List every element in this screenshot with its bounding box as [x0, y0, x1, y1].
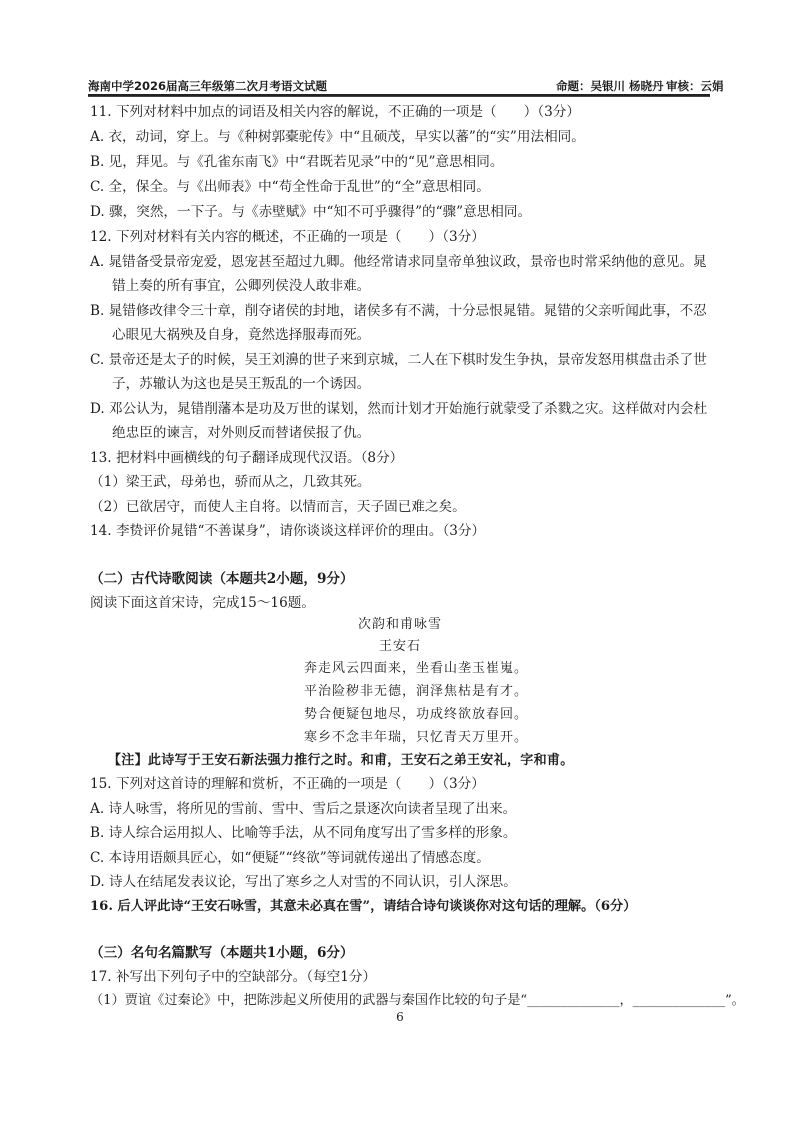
q14-stem: 14. 李贽评价晁错“不善谋身”，请你谈谈这样评价的理由。（3分） [90, 523, 486, 539]
q13-sentence-2: （2）已欲居守，而使人主自将。以情而言，天子固已难之矣。 [90, 499, 466, 515]
q12-option-a-line2: 错上奏的所有事宜，公卿列侯没人敢非难。 [112, 278, 371, 294]
poem-line-1: 奔走风云四面来，坐看山垄玉崔嵬。 [304, 661, 529, 676]
q11-option-b: B. 见，拜见。与《孔雀东南飞》中“君既若见录”中的“见”意思相同。 [90, 154, 504, 170]
reviewer: 审核：云娟 [666, 79, 724, 93]
poem-line-2: 平治险秽非无德，润泽焦枯是有才。 [304, 684, 529, 699]
q15-stem: 15. 下列对这首诗的理解和赏析，不正确的一项是（ ）（3分） [90, 776, 485, 792]
poem-line-3: 势合便疑包地尽，功成终欲放春回。 [304, 707, 529, 722]
q11-option-c: C. 全，保全。与《出师表》中“苟全性命于乱世”的“全”意思相同。 [90, 179, 490, 195]
page-header [88, 78, 724, 96]
section2-title: （二）古代诗歌阅读（本题共2小题，9分） [90, 571, 354, 587]
q17-stem: 17. 补写出下列句子中的空缺部分。（每空1分） [90, 969, 377, 985]
q12-option-a-line1: A. 晁错备受景帝宠爱，恩宠甚至超过九卿。他经常请求同皇帝单独议政，景帝也时常采纳他的意见。晁 [90, 254, 707, 270]
q15-option-d: D. 诗人在结尾发表议论，写出了寒乡之人对雪的不同认识，引人深思。 [90, 874, 517, 890]
q15-option-c: C. 本诗用语颇具匠心，如“便疑”“终欲”等词就传递出了情感态度。 [90, 850, 490, 866]
section3-title: （三）名句名篇默写（本题共1小题，6分） [90, 945, 354, 961]
q17-sentence-1: （1）贾谊《过秦论》中，把陈涉起义所使用的武器与秦国作比较的句子是“______________，______________”。 [90, 993, 745, 1008]
q13-sentence-1: （1）梁王武，母弟也，骄而从之，几致其死。 [90, 474, 371, 490]
q15-option-a: A. 诗人咏雪，将所见的雪前、雪中、雪后之景逐次向读者呈现了出来。 [90, 801, 517, 817]
q12-option-c-line2: 子，苏辙认为这也是吴王叛乱的一个诱因。 [112, 376, 371, 392]
q11-option-a: A. 衣，动词，穿上。与《种树郭橐驼传》中“且硕茂，早实以蕃”的“实”用法相同。 [90, 129, 585, 145]
q11-option-d: D. 骤，突然，一下子。与《赤壁赋》中“知不可乎骤得”的“骤”意思相同。 [90, 204, 532, 220]
authors: 命题：吴银川 杨晓丹 [556, 79, 664, 93]
poem-note: 【注】此诗写于王安石新法强力推行之时。和甫，王安石之弟王安礼，字和甫。 [108, 753, 574, 768]
poem-author: 王安石 [378, 639, 421, 654]
header-rule [88, 96, 710, 97]
poem-line-4: 寒乡不念丰年瑞，只忆青天万里开。 [304, 730, 529, 745]
q16-stem: 16. 后人评此诗“王安石咏雪，其意未必真在雪”，请结合诗句谈谈你对这句话的理解。（6分） [90, 899, 637, 914]
q12-option-b-line2: 心眼见大祸殃及自身，竟然选择服毒而死。 [112, 327, 371, 343]
q12-option-c-line1: C. 景帝还是太子的时候，吴王刘濞的世子来到京城，二人在下棋时发生争执，景帝发怒用棋盘击杀了世 [90, 352, 707, 368]
q13-stem: 13. 把材料中画横线的句子翻译成现代汉语。（8分） [90, 450, 404, 466]
q12-option-b-line1: B. 晁错修改律令三十章，削夺诸侯的封地，诸侯多有不满，十分忌恨晁错。晁错的父亲听闻此事，不忍 [90, 303, 707, 319]
page-number: 6 [396, 1010, 404, 1024]
poem-title: 次韵和甫咏雪 [357, 617, 442, 632]
section2-intro: 阅读下面这首宋诗，完成15～16题。 [90, 595, 315, 611]
q15-option-b: B. 诗人综合运用拟人、比喻等手法，从不同角度写出了雪多样的形象。 [90, 825, 517, 841]
exam-title: 海南中学2026届高三年级第二次月考语文试题 [88, 79, 328, 93]
q12-option-d-line1: D. 邓公认为，晁错削藩本是功及万世的谋划，然而计划才开始施行就蒙受了杀戮之灾。这样做对内会杜 [90, 401, 708, 417]
q11-stem: 11. 下列对材料中加点的词语及相关内容的解说，不正确的一项是（ ）（3分） [90, 104, 580, 120]
q12-stem: 12. 下列对材料有关内容的概述，不正确的一项是（ ）（3分） [90, 229, 485, 245]
q12-option-d-line2: 绝忠臣的谏言，对外则反而替诸侯报了仇。 [112, 425, 371, 441]
